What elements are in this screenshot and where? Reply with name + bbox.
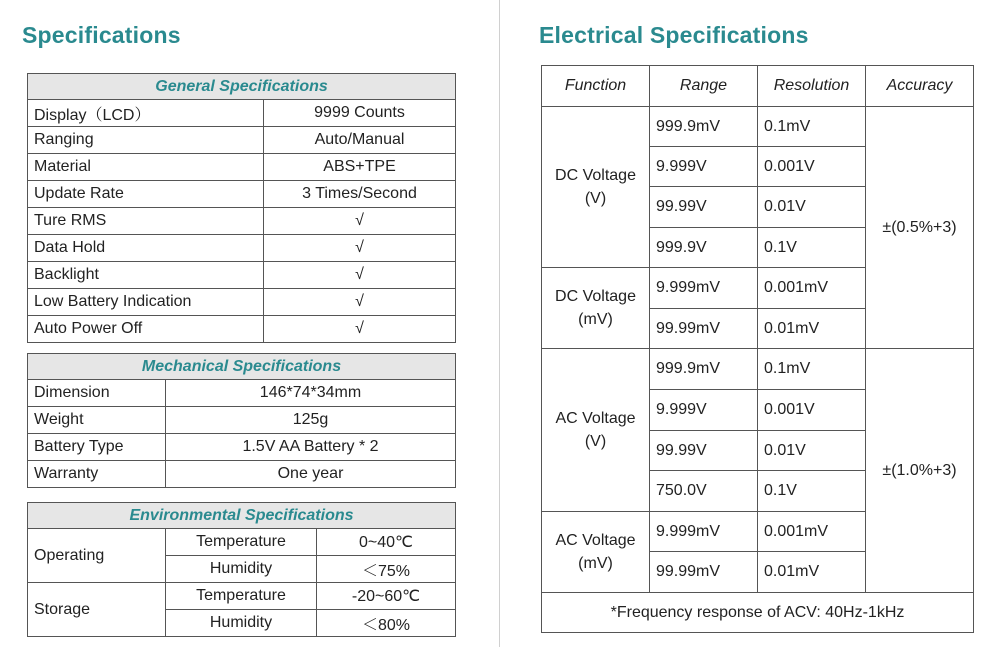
spec-label: Data Hold xyxy=(28,235,264,262)
checkmark: √ xyxy=(264,289,456,316)
table-row xyxy=(28,181,456,208)
electrical-specifications-title: Electrical Specifications xyxy=(539,22,809,48)
function-cell-dc-mv: DC Voltage (mV) xyxy=(542,268,650,349)
general-specifications-heading: General Specifications xyxy=(28,74,456,100)
table-row xyxy=(28,461,456,488)
resolution-cell: 0.01V xyxy=(758,187,866,228)
temperature-label: Temperature xyxy=(166,583,317,610)
range-cell: 9.999mV xyxy=(650,268,758,309)
specifications-title: Specifications xyxy=(22,22,181,48)
accuracy-header: Accuracy xyxy=(866,66,974,107)
accuracy-cell-dc: ±(0.5%+3) xyxy=(866,107,974,349)
spec-value: 3 Times/Second xyxy=(264,181,456,208)
table-row xyxy=(28,407,456,434)
humidity-value: ＜80% xyxy=(317,610,456,637)
spec-label: Weight xyxy=(28,407,166,434)
resolution-cell: 0.001mV xyxy=(758,268,866,309)
spec-value: 1.5V AA Battery * 2 xyxy=(166,434,456,461)
mechanical-specifications-heading: Mechanical Specifications xyxy=(28,354,456,380)
spec-label: Ranging xyxy=(28,127,264,154)
resolution-cell: 0.01mV xyxy=(758,552,866,593)
checkmark: √ xyxy=(264,262,456,289)
temperature-label: Temperature xyxy=(166,529,317,556)
table-row xyxy=(28,583,456,610)
checkmark: √ xyxy=(264,208,456,235)
spec-label: Material xyxy=(28,154,264,181)
resolution-cell: 0.01V xyxy=(758,431,866,471)
spec-label: Low Battery Indication xyxy=(28,289,264,316)
header-row xyxy=(542,66,974,107)
mechanical-specifications-table xyxy=(27,353,456,488)
operating-label: Operating xyxy=(28,529,166,583)
range-cell: 9.999V xyxy=(650,147,758,187)
range-header: Range xyxy=(650,66,758,107)
table-row xyxy=(28,154,456,181)
humidity-label: Humidity xyxy=(166,556,317,583)
spec-label: Auto Power Off xyxy=(28,316,264,343)
spec-label: Display（LCD） xyxy=(28,100,264,127)
resolution-cell: 0.001V xyxy=(758,390,866,431)
range-cell: 99.99mV xyxy=(650,309,758,349)
range-cell: 99.99V xyxy=(650,187,758,228)
table-row xyxy=(28,380,456,407)
spec-value: One year xyxy=(166,461,456,488)
spec-label: Warranty xyxy=(28,461,166,488)
electrical-specifications-table xyxy=(541,65,974,633)
range-cell: 999.9mV xyxy=(650,107,758,147)
page-divider xyxy=(499,0,500,647)
temperature-value: -20~60℃ xyxy=(317,583,456,610)
spec-value: 125g xyxy=(166,407,456,434)
table-row xyxy=(28,208,456,235)
range-cell: 999.9V xyxy=(650,228,758,268)
function-cell-ac-v: AC Voltage (V) xyxy=(542,349,650,512)
table-row xyxy=(28,434,456,461)
resolution-cell: 0.001mV xyxy=(758,512,866,552)
accuracy-cell-ac: ±(1.0%+3) xyxy=(866,349,974,593)
footnote-row xyxy=(542,593,974,633)
table-row xyxy=(542,349,974,390)
frequency-footnote: *Frequency response of ACV: 40Hz-1kHz xyxy=(542,593,974,633)
range-cell: 99.99V xyxy=(650,431,758,471)
spec-value: Auto/Manual xyxy=(264,127,456,154)
table-row xyxy=(28,127,456,154)
storage-label: Storage xyxy=(28,583,166,637)
resolution-cell: 0.1V xyxy=(758,471,866,512)
spec-value: ABS+TPE xyxy=(264,154,456,181)
spec-label: Ture RMS xyxy=(28,208,264,235)
table-row xyxy=(28,316,456,343)
range-cell: 9.999V xyxy=(650,390,758,431)
spec-value: 9999 Counts xyxy=(264,100,456,127)
table-row xyxy=(542,107,974,147)
resolution-cell: 0.1V xyxy=(758,228,866,268)
table-row xyxy=(28,100,456,127)
resolution-cell: 0.001V xyxy=(758,147,866,187)
resolution-cell: 0.1mV xyxy=(758,107,866,147)
spec-label: Backlight xyxy=(28,262,264,289)
spec-label: Dimension xyxy=(28,380,166,407)
checkmark: √ xyxy=(264,316,456,343)
range-cell: 750.0V xyxy=(650,471,758,512)
table-row xyxy=(28,529,456,556)
range-cell: 99.99mV xyxy=(650,552,758,593)
range-cell: 999.9mV xyxy=(650,349,758,390)
function-header: Function xyxy=(542,66,650,107)
humidity-label: Humidity xyxy=(166,610,317,637)
temperature-value: 0~40℃ xyxy=(317,529,456,556)
function-cell-dc-v: DC Voltage (V) xyxy=(542,107,650,268)
spec-value: 146*74*34mm xyxy=(166,380,456,407)
table-row xyxy=(28,235,456,262)
function-cell-ac-mv: AC Voltage (mV) xyxy=(542,512,650,593)
resolution-cell: 0.1mV xyxy=(758,349,866,390)
spec-label: Battery Type xyxy=(28,434,166,461)
range-cell: 9.999mV xyxy=(650,512,758,552)
spec-label: Update Rate xyxy=(28,181,264,208)
environmental-specifications-heading: Environmental Specifications xyxy=(28,503,456,529)
table-row xyxy=(28,262,456,289)
resolution-header: Resolution xyxy=(758,66,866,107)
environmental-specifications-table xyxy=(27,502,456,637)
checkmark: √ xyxy=(264,235,456,262)
general-specifications-table xyxy=(27,73,456,343)
resolution-cell: 0.01mV xyxy=(758,309,866,349)
table-row xyxy=(28,289,456,316)
humidity-value: ＜75% xyxy=(317,556,456,583)
